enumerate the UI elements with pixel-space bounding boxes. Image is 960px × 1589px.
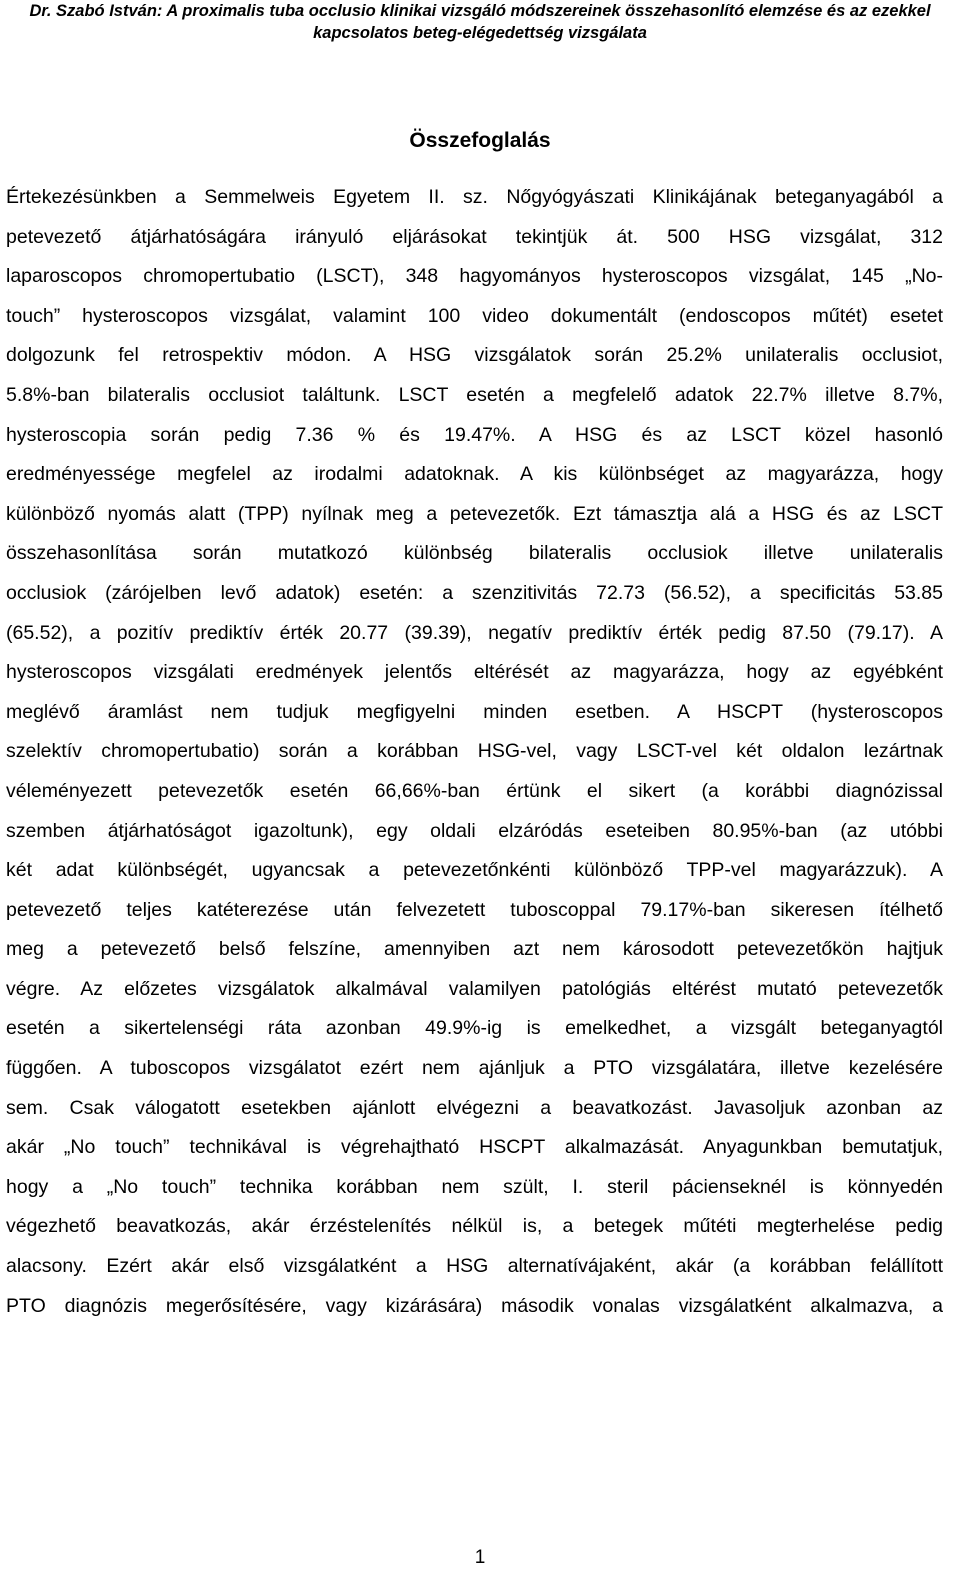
text-line: hysteroscopia során pedig 7.36 % és 19.47%. A HSG és az LSCT közel hasonló xyxy=(6,423,943,446)
text-line: (65.52), a pozitív prediktív érték 20.77 (39.39), negatív prediktív érték pedig 87.50 (79.17). A xyxy=(6,621,943,644)
page-number: 1 xyxy=(474,1547,486,1568)
text-line: esetén a sikertelenségi ráta azonban 49.9%-ig is emelkedhet, a vizsgált beteganyagtól xyxy=(6,1017,943,1040)
text-line: különböző nyomás alatt (TPP) nyílnak meg a petevezetők. Ezt támasztja alá a HSG és az LSCT xyxy=(6,502,943,525)
text-line: meglévő áramlást nem tudjuk megfigyelni minden esetben. A HSCPT (hysteroscopos xyxy=(6,700,943,723)
text-line: occlusiok (zárójelben levő adatok) esetén: a szenzitivitás 72.73 (56.52), a specificitás 53.85 xyxy=(6,581,943,604)
text-line: petevezető teljes katéterezése után felvezetett tuboscoppal 79.17%-ban sikeresen ítélhető xyxy=(6,898,943,921)
text-line: Értekezésünkben a Semmelweis Egyetem II. sz. Nőgyógyászati Klinikájának beteganyagából a xyxy=(6,186,943,208)
text-line: szemben átjárhatóságot igazoltunk), egy oldali elzáródás eseteiben 80.95%-ban (az utóbbi xyxy=(6,819,943,842)
text-line: PTO diagnózis megerősítésére, vagy kizárására) második vonalas vizsgálatként alkalmazva, a xyxy=(6,1294,943,1317)
running-header-line: Dr. Szabó István: A proximalis tuba occlusio klinikai vizsgáló módszereinek összehasonlító elemzése és az ezekkel xyxy=(29,2,931,20)
text-line: végezhető beavatkozás, akár érzéstelenítés nélkül is, a betegek műtéti megterhelése pedig xyxy=(6,1215,943,1238)
text-line: hysteroscopos vizsgálati eredmények jelentős eltérését az magyarázza, hogy az egyébként xyxy=(6,661,943,684)
text-line: petevezető átjárhatóságára irányuló eljárásokat tekintjük át. 500 HSG vizsgálat, 312 xyxy=(6,225,943,248)
text-line: végre. Az előzetes vizsgálatok alkalmával valamilyen patológiás eltérést mutató petevezetők xyxy=(6,977,943,1000)
text-line: laparoscopos chromopertubatio (LSCT), 348 hagyományos hysteroscopos vizsgálat, 145 „No- xyxy=(6,265,943,288)
text-line: sem. Csak válogatott esetekben ajánlott elvégezni a beavatkozást. Javasoljuk azonban az xyxy=(6,1096,943,1119)
text-line: touch” hysteroscopos vizsgálat, valamint 100 video dokumentált (endoscopos műtét) esetet xyxy=(6,304,943,327)
text-line: alacsony. Ezért akár első vizsgálatként a HSG alternatívájaként, akár (a korábban felállított xyxy=(6,1255,943,1278)
body-paragraph xyxy=(6,178,943,1326)
text-line: két adat különbségét, ugyancsak a petevezetőnkénti különböző TPP-vel magyarázzuk). A xyxy=(6,859,943,882)
text-line: dolgozunk fel retrospektiv módon. A HSG vizsgálatok során 25.2% unilateralis occlusiot, xyxy=(6,344,943,367)
section-title: Összefoglalás xyxy=(409,129,551,152)
text-line: véleményezett petevezetők esetén 66,66%-ban értünk el sikert (a korábbi diagnózissal xyxy=(6,779,943,802)
text-line: szelektív chromopertubatio) során a korábban HSG-vel, vagy LSCT-vel két oldalon lezártnak xyxy=(6,740,943,763)
running-header-line: kapcsolatos beteg-elégedettség vizsgálata xyxy=(313,24,647,42)
text-line: függően. A tuboscopos vizsgálatot ezért nem ajánljuk a PTO vizsgálatára, illetve kezelésére xyxy=(6,1057,943,1080)
text-line: összehasonlítása során mutatkozó különbség bilateralis occlusiok illetve unilateralis xyxy=(6,542,943,565)
text-line: 5.8%-ban bilateralis occlusiot találtunk. LSCT esetén a megfelelő adatok 22.7% illetve 8.7%, xyxy=(6,383,943,406)
text-line: akár „No touch” technikával is végrehajtható HSCPT alkalmazását. Anyagunkban bemutatjuk, xyxy=(6,1136,943,1159)
text-line: hogy a „No touch” technika korábban nem szült, I. steril pácienseknél is könnyedén xyxy=(6,1175,943,1198)
running-header xyxy=(20,0,940,44)
text-line: eredményessége megfelel az irodalmi adatoknak. A kis különbséget az magyarázza, hogy xyxy=(6,463,943,486)
text-line: meg a petevezető belső felszíne, amennyiben azt nem károsodott petevezetőkön hajtjuk xyxy=(6,938,943,961)
